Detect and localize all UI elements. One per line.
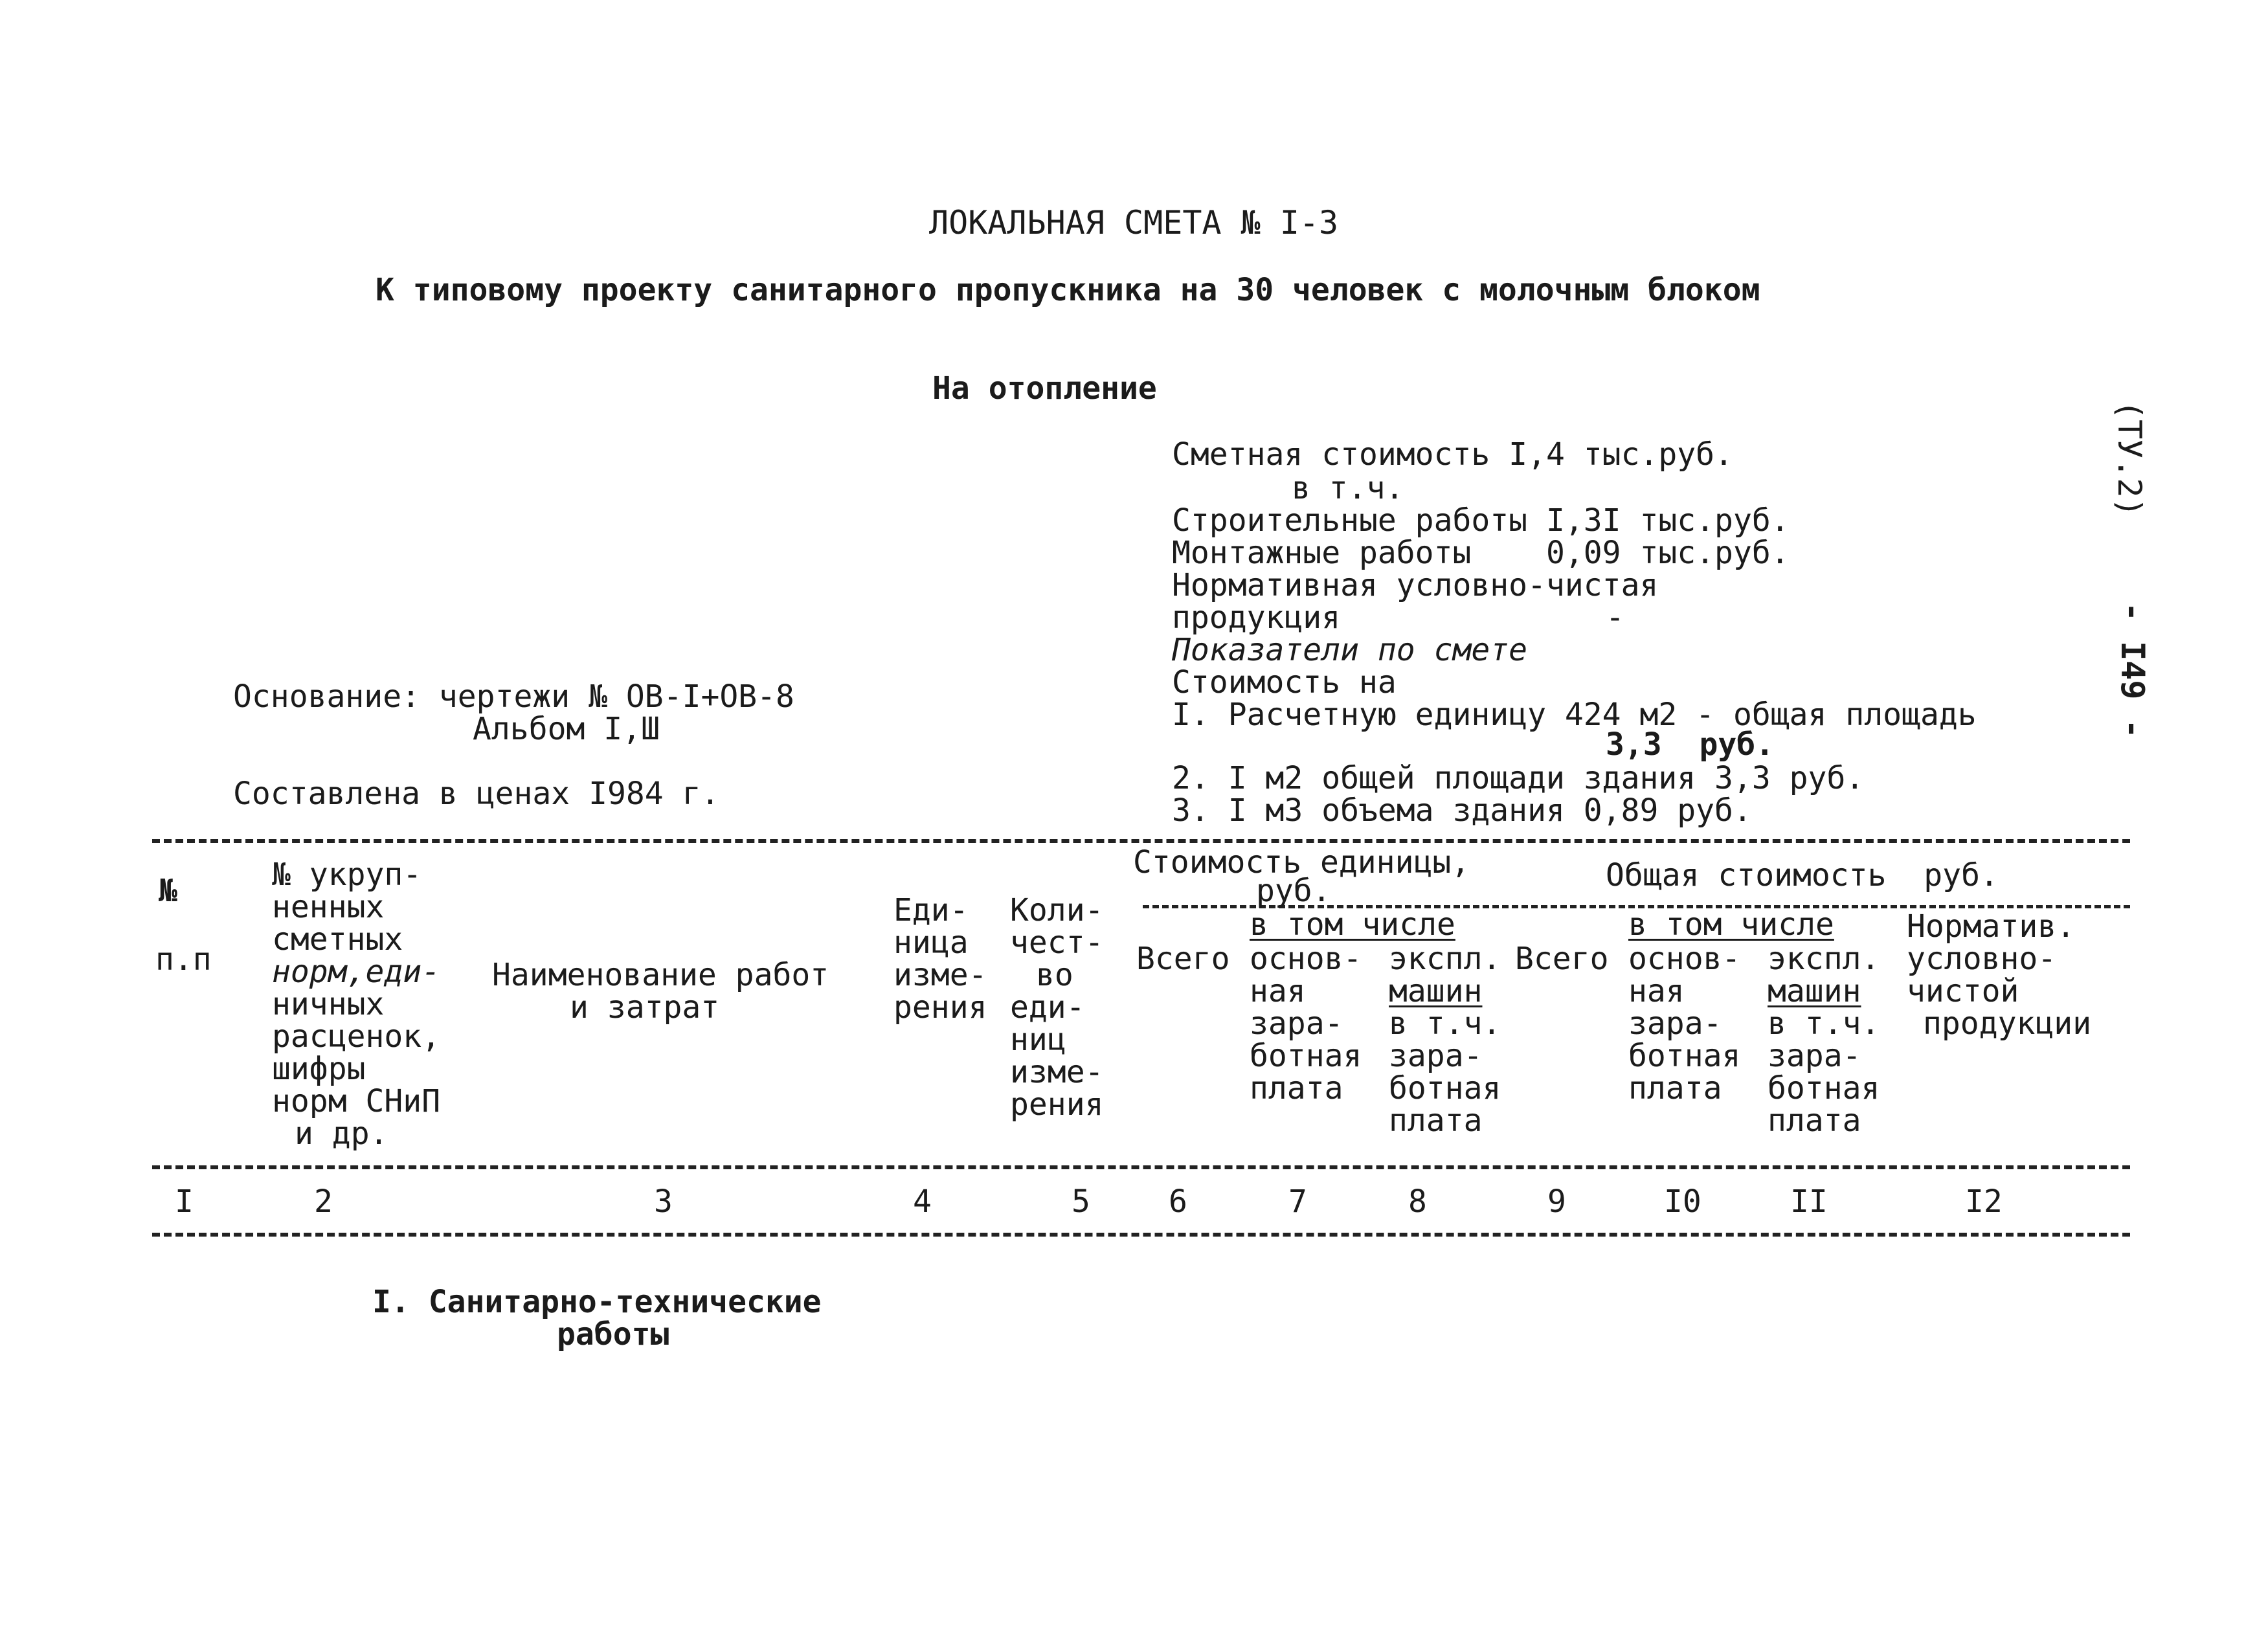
- column-number: 4: [913, 1183, 932, 1220]
- col2-line: норм,еди-: [272, 954, 441, 990]
- construction-works: Строительные работы I,3I тыс.руб.: [1172, 502, 1790, 539]
- total-cost-header: Общая стоимость руб.: [1606, 857, 1999, 893]
- col5-line: Коли-: [1010, 892, 1104, 928]
- column-number: II: [1790, 1183, 1828, 1220]
- col5-line: чест-: [1010, 925, 1104, 961]
- col8-line: зара-: [1389, 1038, 1483, 1074]
- col8-line: ботная: [1389, 1070, 1501, 1106]
- col12-line: Норматив.: [1907, 908, 2076, 945]
- basis-drawings: Основание: чертежи № ОВ-I+ОВ-8: [233, 679, 794, 715]
- production-label: продукция: [1172, 600, 1341, 636]
- col8-line: в т.ч.: [1389, 1005, 1501, 1042]
- col8-line: машин: [1389, 973, 1483, 1009]
- col2-line: № укруп-: [272, 857, 422, 893]
- col12-line: чистой: [1907, 973, 2019, 1009]
- production-value: -: [1606, 600, 1624, 636]
- normative-production: Нормативная условно-чистая: [1172, 567, 1659, 603]
- col5-line: еди-: [1010, 989, 1085, 1026]
- col4-line: изме-: [893, 957, 987, 993]
- unit-cost-including: в том числе: [1250, 906, 1455, 943]
- col2-line: шифры: [272, 1051, 366, 1087]
- col3-header-line1: Наименование работ: [492, 957, 829, 993]
- col2-line: ничных: [272, 986, 385, 1022]
- numbers-bottom-rule: [152, 1233, 2130, 1237]
- col5-line: рения: [1010, 1086, 1104, 1123]
- column-number: 3: [654, 1183, 673, 1220]
- column-number: 5: [1072, 1183, 1090, 1220]
- col4-line: рения: [893, 989, 987, 1026]
- col2-line: и др.: [295, 1116, 388, 1152]
- composed-prices: Составлена в ценах I984 г.: [233, 776, 720, 812]
- col10-line: основ-: [1628, 941, 1741, 977]
- col10-line: зара-: [1628, 1005, 1722, 1042]
- col4-line: ница: [893, 925, 969, 961]
- col7-line: ная: [1250, 973, 1306, 1009]
- side-label: (ТУ.2): [2111, 400, 2148, 517]
- including-label: в т.ч.: [1292, 470, 1404, 506]
- column-number: 8: [1408, 1183, 1427, 1220]
- col11-line: ботная: [1768, 1070, 1880, 1106]
- col2-line: расценок,: [272, 1018, 441, 1055]
- table-top-rule: [152, 839, 2130, 843]
- col10-line: ботная: [1628, 1038, 1741, 1074]
- col11-line: экспл.: [1768, 941, 1880, 977]
- col5-line: изме-: [1010, 1054, 1104, 1090]
- column-number: 9: [1547, 1183, 1566, 1220]
- col5-line: ниц: [1010, 1022, 1066, 1058]
- section-title-line2: работы: [557, 1316, 669, 1352]
- header-bottom-rule: [152, 1165, 2130, 1169]
- cost-per-m3: 3. I м3 объема здания 0,89 руб.: [1172, 792, 1752, 829]
- cost-per-m2: 2. I м2 общей площади здания 3,3 руб.: [1172, 760, 1865, 796]
- column-number: I: [175, 1183, 194, 1220]
- column-number: 7: [1288, 1183, 1307, 1220]
- col7-line: основ-: [1250, 941, 1362, 977]
- col7-line: плата: [1250, 1070, 1343, 1106]
- column-number: 2: [314, 1183, 333, 1220]
- col10-line: плата: [1628, 1070, 1722, 1106]
- col8-line: плата: [1389, 1103, 1483, 1139]
- col5-line: во: [1036, 957, 1073, 993]
- col3-header-line2: и затрат: [570, 989, 720, 1026]
- col2-line: ненных: [272, 889, 385, 925]
- col2-line: сметных: [272, 921, 403, 958]
- column-number: 6: [1169, 1183, 1187, 1220]
- basis-album: Альбом I,Ш: [473, 711, 660, 747]
- col1-header-no: №: [159, 873, 177, 909]
- indicators-heading: Показатели по смете: [1172, 632, 1528, 668]
- unit-cost-header: Стоимость единицы,: [1133, 844, 1470, 881]
- col11-line: в т.ч.: [1768, 1005, 1880, 1042]
- cost-per-label: Стоимость на: [1172, 664, 1397, 701]
- col8-line: экспл.: [1389, 941, 1501, 977]
- estimated-cost: Сметная стоимость I,4 тыс.руб.: [1172, 436, 1733, 473]
- col11-line: зара-: [1768, 1038, 1861, 1074]
- col1-header-pp: п.п: [155, 941, 212, 978]
- col9-header: Всего: [1515, 941, 1609, 977]
- cost-per-unit: I. Расчетную единицу 424 м2 - общая площадь: [1172, 697, 1977, 733]
- unit-cost-unit: руб.: [1256, 873, 1331, 909]
- col11-line: плата: [1768, 1103, 1861, 1139]
- total-cost-including: в том числе: [1628, 906, 1834, 943]
- document-subtitle: К типовому проекту санитарного пропускника на 30 человек с молочным блоком: [376, 272, 1760, 308]
- col12-line: условно-: [1907, 941, 2057, 977]
- installation-works: Монтажные работы 0,09 тыс.руб.: [1172, 535, 1790, 571]
- col7-line: зара-: [1250, 1005, 1343, 1042]
- document-title: ЛОКАЛЬНАЯ СМЕТА № I-3: [929, 204, 1339, 241]
- cost-per-unit-value: 3,3 руб.: [1606, 726, 1775, 763]
- col4-line: Еди-: [893, 892, 969, 928]
- column-number: I0: [1664, 1183, 1701, 1220]
- col2-line: норм СНиП: [272, 1083, 441, 1119]
- col11-line: машин: [1768, 973, 1861, 1009]
- col12-line: продукции: [1923, 1005, 2092, 1042]
- column-number: I2: [1965, 1183, 2003, 1220]
- col7-line: ботная: [1250, 1038, 1362, 1074]
- col6-header: Всего: [1136, 941, 1230, 977]
- section-heading: На отопление: [932, 370, 1157, 407]
- col10-line: ная: [1628, 973, 1685, 1009]
- section-title-line1: I. Санитарно-технические: [372, 1284, 822, 1320]
- page-number: - I49 -: [2114, 602, 2151, 739]
